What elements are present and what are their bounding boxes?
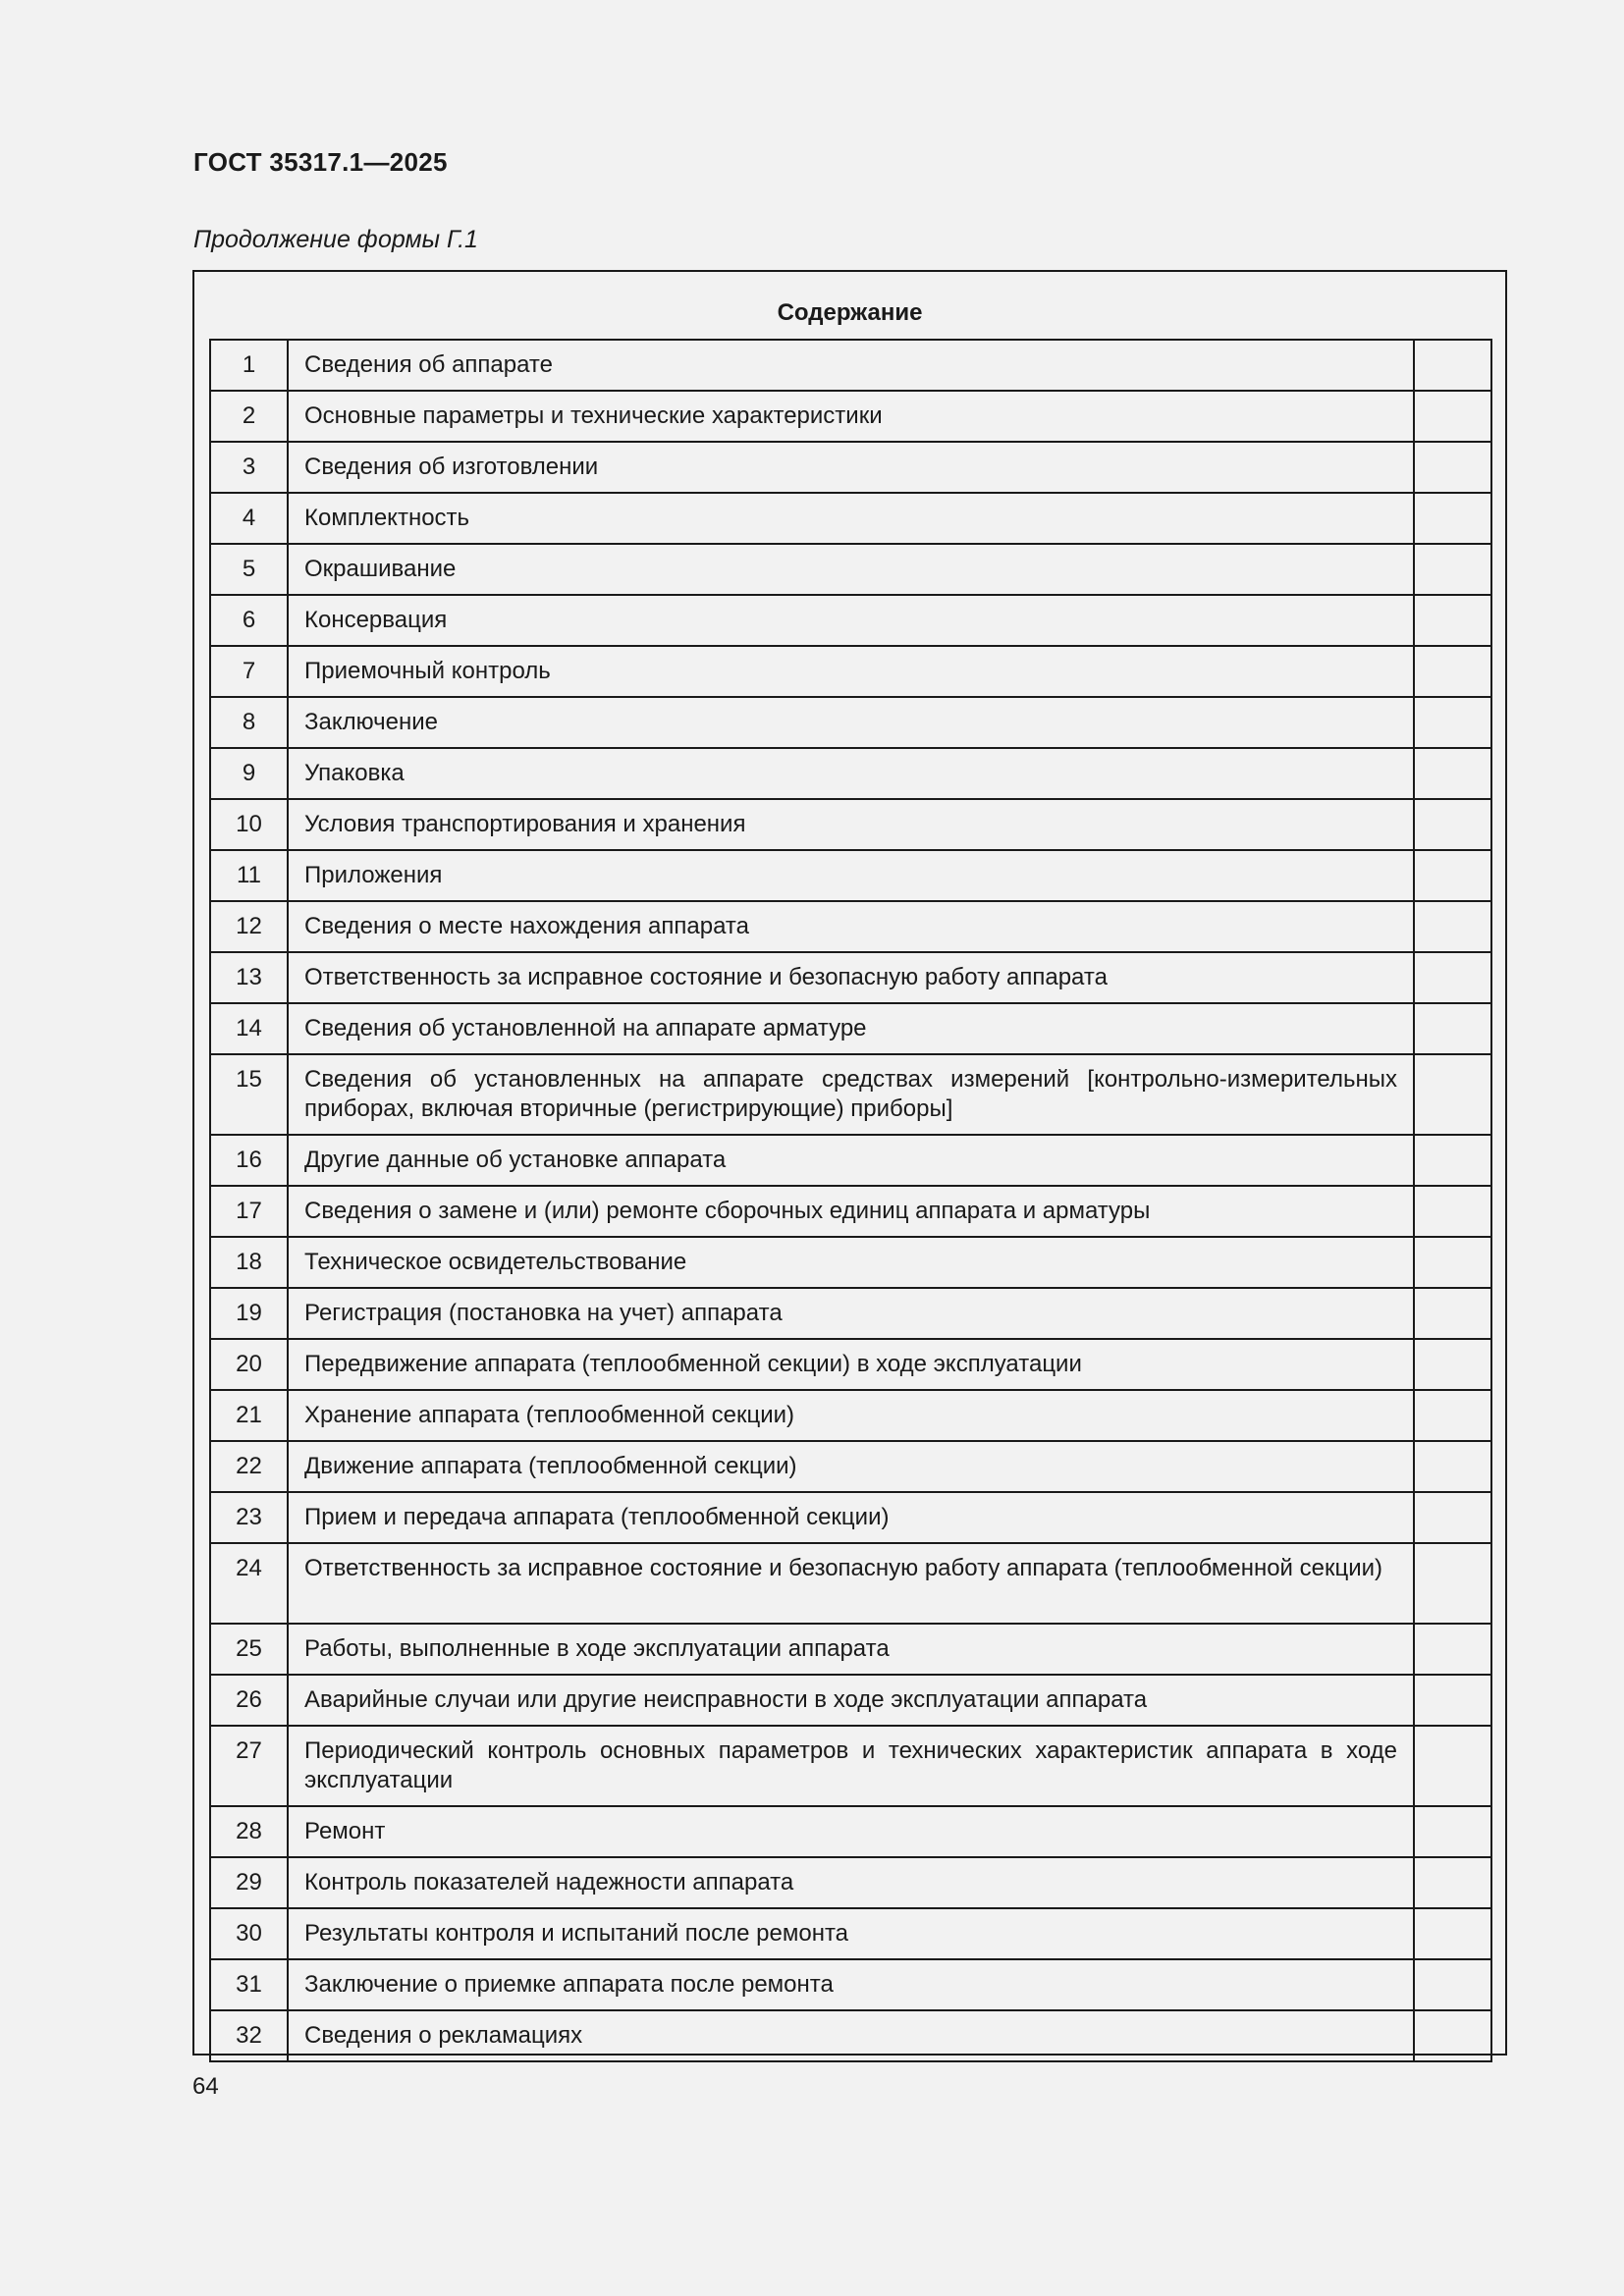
row-number: 21: [210, 1390, 288, 1441]
table-row: [210, 1237, 1491, 1288]
row-number: 14: [210, 1003, 288, 1054]
row-number: 1: [210, 340, 288, 391]
row-number: 13: [210, 952, 288, 1003]
row-number: 2: [210, 391, 288, 442]
table-row: [210, 1543, 1491, 1624]
table-row: [210, 1441, 1491, 1492]
section-title: Хранение аппарата (теплообменной секции): [288, 1390, 1414, 1441]
page-cell: [1414, 1237, 1491, 1288]
page-cell: [1414, 1959, 1491, 2010]
section-title: Ремонт: [288, 1806, 1414, 1857]
table-row: [210, 901, 1491, 952]
row-number: 16: [210, 1135, 288, 1186]
page-cell: [1414, 646, 1491, 697]
table-row: [210, 1135, 1491, 1186]
table-row: [210, 1908, 1491, 1959]
section-title: Другие данные об установке аппарата: [288, 1135, 1414, 1186]
page-cell: [1414, 340, 1491, 391]
row-number: 30: [210, 1908, 288, 1959]
table-row: [210, 544, 1491, 595]
section-title: Сведения об изготовлении: [288, 442, 1414, 493]
contents-table-body: [210, 340, 1491, 2061]
form-caption: Продолжение формы Г.1: [193, 226, 478, 253]
table-row: [210, 850, 1491, 901]
row-number: 32: [210, 2010, 288, 2061]
row-number: 26: [210, 1675, 288, 1726]
table-row: [210, 1186, 1491, 1237]
row-number: 15: [210, 1054, 288, 1135]
table-row: [210, 1726, 1491, 1806]
section-title: Сведения об аппарате: [288, 340, 1414, 391]
page-cell: [1414, 493, 1491, 544]
row-number: 6: [210, 595, 288, 646]
section-title: Упаковка: [288, 748, 1414, 799]
section-title: Приложения: [288, 850, 1414, 901]
table-row: [210, 391, 1491, 442]
section-title: Передвижение аппарата (теплообменной секции) в ходе эксплуатации: [288, 1339, 1414, 1390]
row-number: 5: [210, 544, 288, 595]
row-number: 29: [210, 1857, 288, 1908]
row-number: 10: [210, 799, 288, 850]
section-title: Основные параметры и технические характеристики: [288, 391, 1414, 442]
section-title: Техническое освидетельствование: [288, 1237, 1414, 1288]
section-title: Аварийные случаи или другие неисправности в ходе эксплуатации аппарата: [288, 1675, 1414, 1726]
section-title: Условия транспортирования и хранения: [288, 799, 1414, 850]
row-number: 18: [210, 1237, 288, 1288]
page-cell: [1414, 1054, 1491, 1135]
table-row: [210, 799, 1491, 850]
section-title: Периодический контроль основных параметров и технических характеристик аппарата в ходе эксплуатации: [288, 1726, 1414, 1806]
page-cell: [1414, 799, 1491, 850]
page-cell: [1414, 1135, 1491, 1186]
row-number: 7: [210, 646, 288, 697]
page-cell: [1414, 1339, 1491, 1390]
contents-title: Содержание: [777, 299, 923, 326]
table-row: [210, 2010, 1491, 2061]
page-cell: [1414, 442, 1491, 493]
table-row: [210, 1857, 1491, 1908]
page-cell: [1414, 1492, 1491, 1543]
page-cell: [1414, 1390, 1491, 1441]
table-row: [210, 493, 1491, 544]
page-cell: [1414, 544, 1491, 595]
contents-table: [209, 339, 1492, 2062]
section-title: Движение аппарата (теплообменной секции): [288, 1441, 1414, 1492]
table-row: [210, 1492, 1491, 1543]
section-title: Окрашивание: [288, 544, 1414, 595]
page-cell: [1414, 850, 1491, 901]
page-cell: [1414, 1806, 1491, 1857]
table-row: [210, 1675, 1491, 1726]
table-row: [210, 1003, 1491, 1054]
row-number: 27: [210, 1726, 288, 1806]
section-title: Ответственность за исправное состояние и безопасную работу аппарата: [288, 952, 1414, 1003]
page-cell: [1414, 697, 1491, 748]
page-cell: [1414, 1003, 1491, 1054]
section-title: Сведения о замене и (или) ремонте сборочных единиц аппарата и арматуры: [288, 1186, 1414, 1237]
form-frame: [192, 270, 1507, 2056]
page-cell: [1414, 1186, 1491, 1237]
row-number: 8: [210, 697, 288, 748]
section-title: Комплектность: [288, 493, 1414, 544]
table-row: [210, 1288, 1491, 1339]
section-title: Сведения о рекламациях: [288, 2010, 1414, 2061]
row-number: 24: [210, 1543, 288, 1624]
row-number: 22: [210, 1441, 288, 1492]
section-title: Прием и передача аппарата (теплообменной секции): [288, 1492, 1414, 1543]
table-row: [210, 595, 1491, 646]
section-title: Работы, выполненные в ходе эксплуатации аппарата: [288, 1624, 1414, 1675]
page-cell: [1414, 595, 1491, 646]
row-number: 31: [210, 1959, 288, 2010]
section-title: Консервация: [288, 595, 1414, 646]
page-number: 64: [192, 2073, 219, 2100]
table-row: [210, 1390, 1491, 1441]
section-title: Регистрация (постановка на учет) аппарата: [288, 1288, 1414, 1339]
page-cell: [1414, 1675, 1491, 1726]
page-cell: [1414, 2010, 1491, 2061]
page-cell: [1414, 901, 1491, 952]
section-title: Сведения о месте нахождения аппарата: [288, 901, 1414, 952]
section-title: Ответственность за исправное состояние и безопасную работу аппарата (теплообменной секции): [288, 1543, 1414, 1624]
page-cell: [1414, 1543, 1491, 1624]
row-number: 4: [210, 493, 288, 544]
section-title: Контроль показателей надежности аппарата: [288, 1857, 1414, 1908]
row-number: 19: [210, 1288, 288, 1339]
table-row: [210, 697, 1491, 748]
page-cell: [1414, 748, 1491, 799]
page-cell: [1414, 391, 1491, 442]
row-number: 23: [210, 1492, 288, 1543]
page-cell: [1414, 1288, 1491, 1339]
table-row: [210, 340, 1491, 391]
page-cell: [1414, 1624, 1491, 1675]
page-cell: [1414, 952, 1491, 1003]
table-row: [210, 748, 1491, 799]
row-number: 28: [210, 1806, 288, 1857]
page-cell: [1414, 1726, 1491, 1806]
section-title: Приемочный контроль: [288, 646, 1414, 697]
section-title: Сведения об установленной на аппарате арматуре: [288, 1003, 1414, 1054]
table-row: [210, 646, 1491, 697]
page-cell: [1414, 1908, 1491, 1959]
table-row: [210, 1959, 1491, 2010]
row-number: 12: [210, 901, 288, 952]
page-cell: [1414, 1857, 1491, 1908]
section-title: Заключение: [288, 697, 1414, 748]
table-row: [210, 1339, 1491, 1390]
section-title: Сведения об установленных на аппарате средствах измерений [контрольно-измерительных приборах, включая вторичные (регистрирующие) приборы]: [288, 1054, 1414, 1135]
row-number: 9: [210, 748, 288, 799]
row-number: 25: [210, 1624, 288, 1675]
table-row: [210, 1806, 1491, 1857]
row-number: 3: [210, 442, 288, 493]
section-title: Результаты контроля и испытаний после ремонта: [288, 1908, 1414, 1959]
table-row: [210, 1624, 1491, 1675]
document-header: ГОСТ 35317.1—2025: [193, 147, 448, 177]
page-cell: [1414, 1441, 1491, 1492]
row-number: 20: [210, 1339, 288, 1390]
table-row: [210, 1054, 1491, 1135]
table-row: [210, 952, 1491, 1003]
row-number: 17: [210, 1186, 288, 1237]
table-row: [210, 442, 1491, 493]
row-number: 11: [210, 850, 288, 901]
section-title: Заключение о приемке аппарата после ремонта: [288, 1959, 1414, 2010]
